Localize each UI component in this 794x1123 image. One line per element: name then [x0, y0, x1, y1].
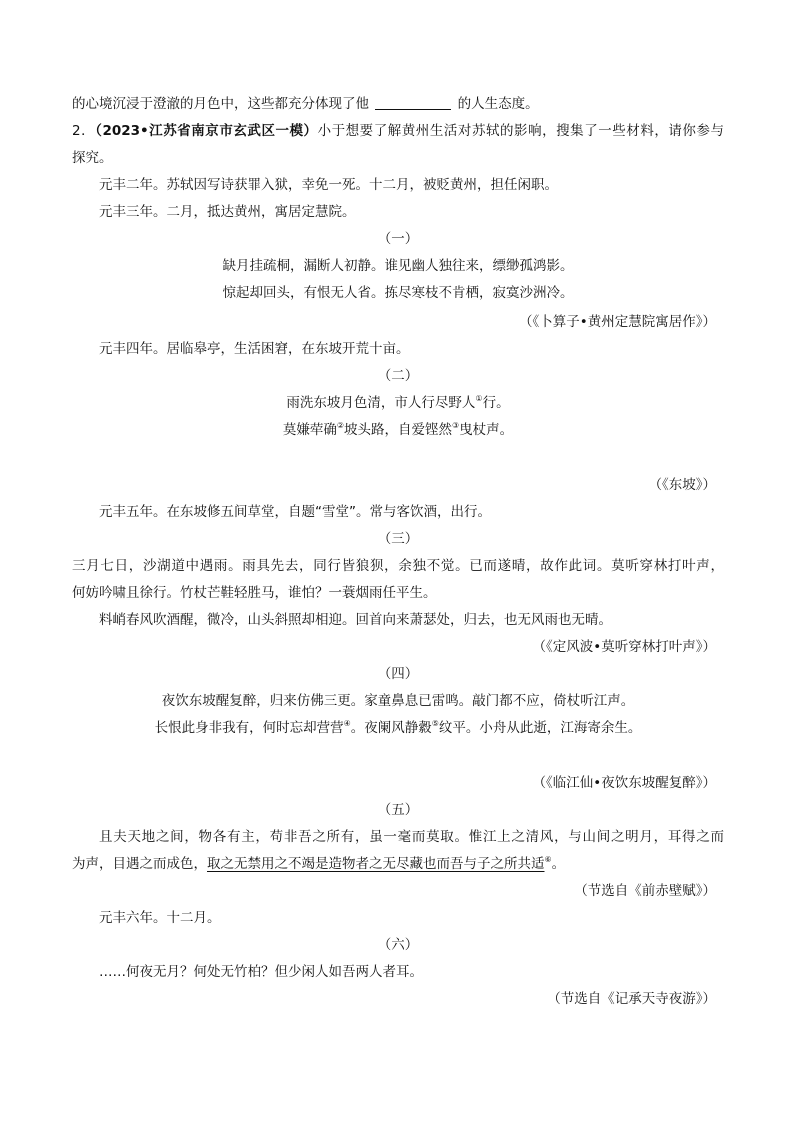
passage-1-number: （一） — [377, 231, 419, 247]
note-marker-6: ⑥ — [544, 855, 552, 864]
timeline-year-4: 元丰四年。居临皋亭，生活困窘，在东坡开荒十亩。 — [99, 341, 410, 357]
passage-2-line-2 — [72, 421, 724, 439]
passage-4-source: （《临江仙•夜饮东坡醒复醉》） — [532, 775, 716, 791]
question-2-intro — [72, 122, 724, 140]
continuation-line — [72, 95, 724, 113]
timeline-year-2: 元丰二年。苏轼因写诗获罪入狱，幸免一死。十二月，被贬黄州，担任闲职。 — [99, 177, 558, 193]
passage-6-line-1: ……何夜无月？何处无竹柏？但少闲人如吾两人者耳。 — [99, 964, 423, 980]
question-intro-2: 探究。 — [72, 150, 113, 166]
note-marker-1: ① — [475, 394, 483, 403]
passage-2-text: 莫嫌荦确 — [282, 422, 337, 438]
answer-blank[interactable] — [375, 95, 451, 110]
passage-3-number: （三） — [377, 531, 419, 547]
note-marker-4: ④ — [343, 719, 351, 728]
passage-5-line-1: 且夫天地之间，物各有主，苟非吾之所有，虽一毫而莫取。惟江上之清风，与山间之明月，耳得之而 — [99, 829, 724, 845]
continuation-text-end: 的人生态度。 — [457, 96, 539, 112]
timeline-year-3: 元丰三年。二月，抵达黄州，寓居定慧院。 — [99, 204, 356, 220]
question-number: 2． — [72, 123, 96, 139]
passage-4-text: 。夜阑风静縠 — [350, 720, 432, 736]
passage-5-number: （五） — [377, 802, 419, 818]
passage-3-line-3: 料峭春风吹酒醒，微冷，山头斜照却相迎。回首向来萧瑟处，归去，也无风雨也无晴。 — [99, 612, 612, 628]
passage-2-source: （《东坡》） — [648, 477, 716, 493]
passage-5-text: 为声，目遇之而成色， — [72, 856, 207, 872]
passage-4-text: 长恨此身非我有，何时忘却营营 — [154, 720, 344, 736]
passage-3-source: （《定风波•莫听穿林打叶声》） — [532, 639, 716, 655]
passage-5-text: 。 — [551, 856, 566, 872]
underlined-sentence: 取之无禁用之不竭是造物者之无尽藏也而吾与子之所共适 — [207, 856, 545, 872]
passage-1-source: （《卜算子•黄州定慧院寓居作》） — [519, 314, 716, 330]
question-intro-1: 小于想要了解黄州生活对苏轼的影响，搜集了一些材料，请你参与 — [317, 123, 725, 139]
passage-2-number: （二） — [377, 368, 419, 384]
passage-1-line-1: 缺月挂疏桐，漏断人初静。谁见幽人独往来，缥缈孤鸿影。 — [222, 258, 574, 274]
passage-2-line-1 — [72, 394, 724, 412]
passage-2-text: 曳杖声。 — [459, 422, 514, 438]
passage-2-text: 行。 — [482, 395, 510, 411]
note-marker-5: ⑤ — [431, 719, 439, 728]
passage-4-number: （四） — [377, 666, 419, 682]
passage-4-text: 纹平。小舟从此逝，江海寄余生。 — [438, 720, 642, 736]
passage-5-source: （节选自《前赤壁赋》） — [574, 883, 716, 899]
timeline-year-6: 元丰六年。十二月。 — [99, 910, 221, 926]
note-marker-3: ③ — [452, 421, 460, 430]
passage-2-text: 坡头路，自爱铿然 — [344, 422, 452, 438]
passage-4-line-2 — [72, 719, 724, 737]
passage-3-line-2: 何妨吟啸且徐行。竹杖芒鞋轻胜马，谁怕？一蓑烟雨任平生。 — [72, 585, 437, 601]
note-marker-2: ② — [336, 421, 344, 430]
passage-2-text: 雨洗东坡月色清，市人行尽野人 — [286, 395, 476, 411]
timeline-year-5: 元丰五年。在东坡修五间草堂，自题“雪堂”。常与客饮酒，出行。 — [99, 504, 491, 520]
passage-1-line-2: 惊起却回头，有恨无人省。拣尽寒枝不肯栖，寂寞沙洲冷。 — [222, 285, 574, 301]
passage-6-number: （六） — [377, 937, 419, 953]
passage-4-line-1: 夜饮东坡醒复醉，归来仿佛三更。家童鼻息已雷鸣。敲门都不应，倚杖听江声。 — [161, 693, 635, 709]
passage-6-source: （节选自《记承天寺夜游》） — [547, 991, 716, 1007]
question-source: （2023•江苏省南京市玄武区一模） — [95, 123, 318, 139]
continuation-text: 的心境沉浸于澄澈的月色中，这些都充分体现了他 — [72, 96, 369, 112]
passage-3-line-1: 三月七日，沙湖道中遇雨。雨具先去，同行皆狼狈，余独不觉。已而遂晴，故作此词。莫听穿林打叶声， — [72, 558, 724, 574]
passage-5-line-2 — [72, 855, 724, 873]
